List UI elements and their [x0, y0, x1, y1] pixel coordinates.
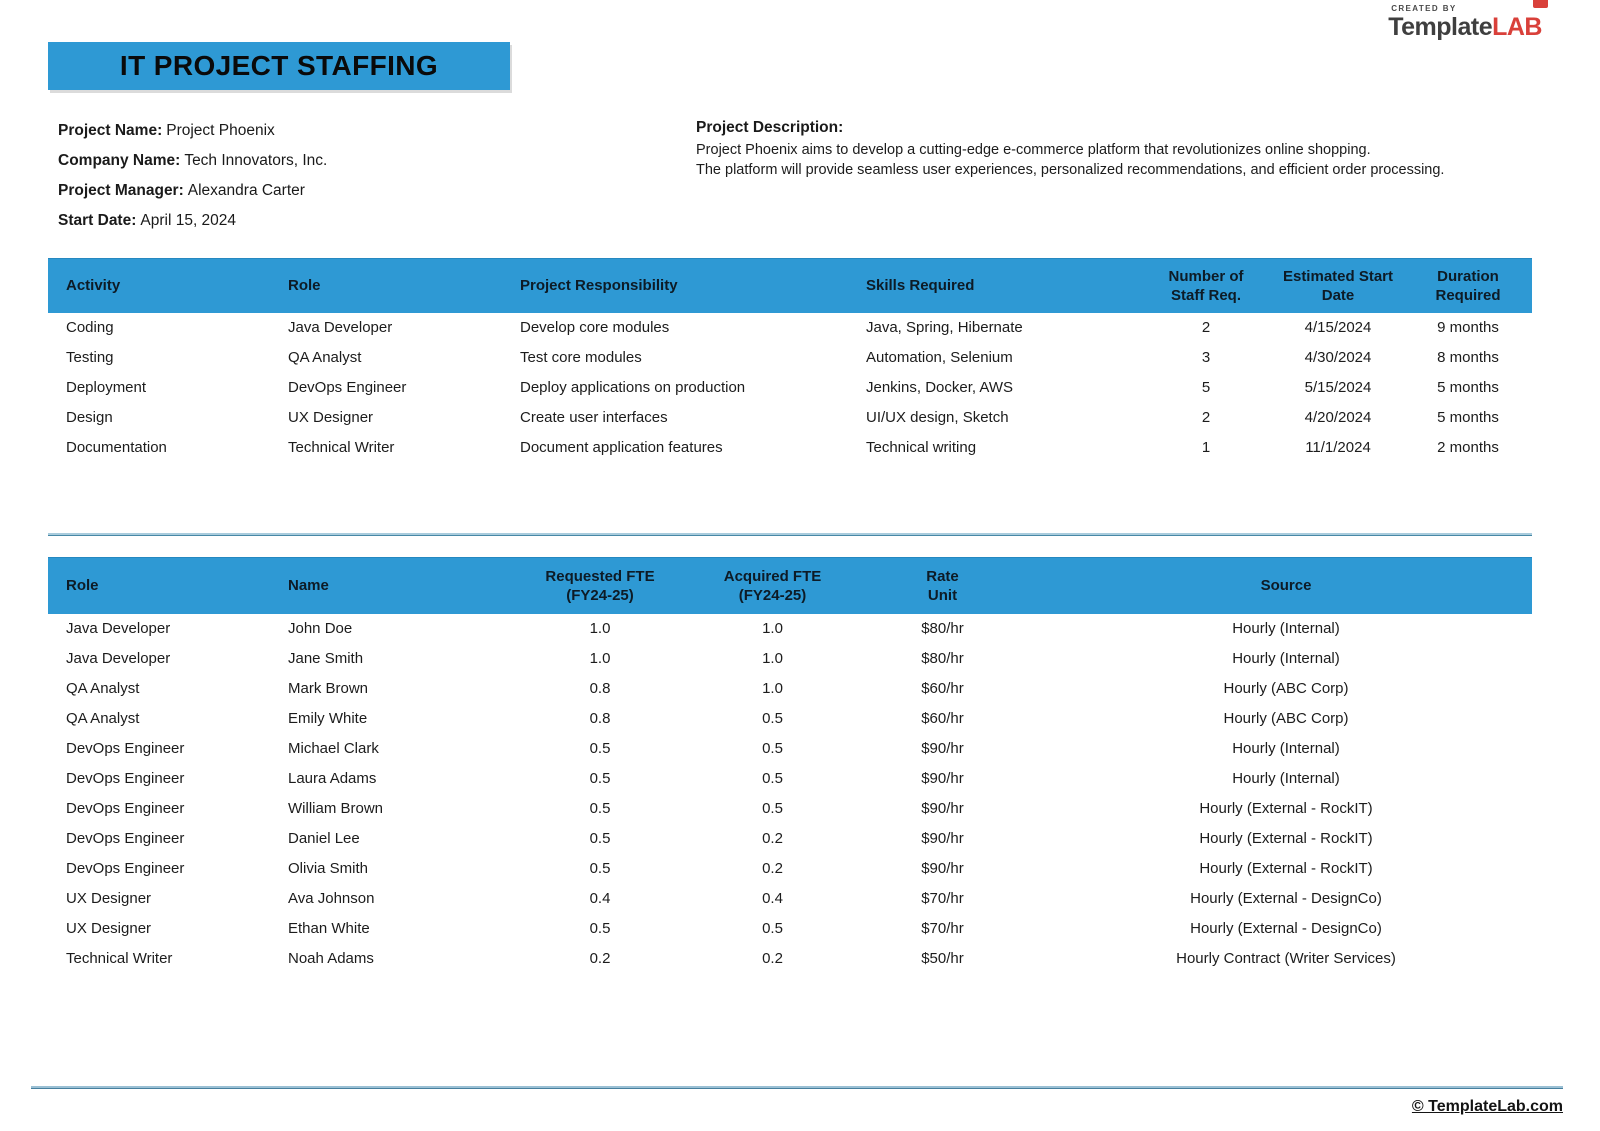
cell: 0.2	[589, 950, 611, 967]
column-header: Source	[1040, 558, 1532, 614]
cell: $80/hr	[921, 650, 964, 667]
cell: $90/hr	[921, 800, 964, 817]
table-row	[48, 674, 1532, 704]
column-header: Role	[48, 558, 270, 614]
table-divider	[48, 533, 1532, 536]
project-description-line: Project Phoenix aims to develop a cutting-edge e-commerce platform that revolutionizes online shopping.	[696, 142, 1371, 158]
project-manager-value: Alexandra Carter	[187, 182, 305, 199]
cell: 0.4	[589, 890, 611, 907]
footer-divider	[31, 1086, 1563, 1089]
cell: DevOps Engineer	[66, 800, 185, 817]
cell: $60/hr	[921, 680, 964, 697]
cell: Olivia Smith	[288, 860, 369, 877]
column-header: Name	[270, 558, 500, 614]
logo-wordmark-accent: LAB	[1492, 13, 1542, 41]
table-row	[48, 644, 1532, 674]
cell: DevOps Engineer	[66, 830, 185, 847]
cell: 0.5	[589, 770, 611, 787]
cell: John Doe	[288, 620, 353, 637]
cell: $90/hr	[921, 830, 964, 847]
cell: Hourly (Internal)	[1232, 770, 1340, 787]
project-name-label: Project Name:	[58, 122, 163, 139]
project-info-row	[58, 176, 327, 206]
staffing-table	[48, 258, 1532, 463]
cell: Hourly (External - RockIT)	[1199, 800, 1373, 817]
cell: DevOps Engineer	[66, 770, 185, 787]
table-row	[48, 614, 1532, 644]
cell: Hourly (External - RockIT)	[1199, 830, 1373, 847]
logo-wordmark	[1388, 15, 1542, 40]
cell: 5 months	[1437, 409, 1499, 426]
table-row	[48, 884, 1532, 914]
cell: 9 months	[1437, 319, 1499, 336]
cell: 0.4	[762, 890, 783, 907]
cell: $90/hr	[921, 770, 964, 787]
column-header: Role	[270, 259, 502, 313]
cell: 1	[1201, 439, 1211, 456]
cell: Java, Spring, Hibernate	[866, 319, 1023, 336]
table-row	[48, 854, 1532, 884]
cell: 1.0	[762, 620, 783, 637]
cell: $50/hr	[921, 950, 964, 967]
fte-table	[48, 557, 1532, 974]
cell: Develop core modules	[520, 319, 670, 336]
project-description-label: Project Description:	[696, 119, 844, 136]
table-row	[48, 944, 1532, 974]
cell: Hourly (Internal)	[1232, 620, 1340, 637]
cell: Hourly Contract (Writer Services)	[1176, 950, 1396, 967]
cell: Java Developer	[66, 650, 171, 667]
cell: 4/20/2024	[1304, 409, 1372, 426]
cell: 0.5	[762, 740, 783, 757]
cell: Technical Writer	[288, 439, 395, 456]
cell: 5/15/2024	[1304, 379, 1372, 396]
cell: Testing	[66, 349, 114, 366]
cell: 1.0	[589, 620, 611, 637]
cell: Daniel Lee	[288, 830, 360, 847]
templatelab-logo	[1388, 5, 1542, 40]
company-name-value: Tech Innovators, Inc.	[184, 152, 328, 169]
cell: Emily White	[288, 710, 368, 727]
cell: Java Developer	[66, 620, 171, 637]
cell: Document application features	[520, 439, 723, 456]
column-header: Duration Required	[1404, 259, 1532, 313]
cell: DevOps Engineer	[288, 379, 407, 396]
project-info-row	[58, 146, 327, 176]
table-row	[48, 704, 1532, 734]
cell: 3	[1201, 349, 1211, 366]
start-date-label: Start Date:	[58, 212, 137, 229]
cell: 11/1/2024	[1305, 439, 1371, 456]
table-row	[48, 764, 1532, 794]
column-header: Acquired FTE (FY24-25)	[700, 558, 845, 614]
cell: 0.5	[589, 740, 611, 757]
table-row	[48, 343, 1532, 373]
cell: Ava Johnson	[288, 890, 375, 907]
cell: 1.0	[762, 680, 783, 697]
cell: $90/hr	[921, 860, 964, 877]
project-info-row	[58, 206, 327, 236]
cell: 0.8	[589, 680, 611, 697]
title-banner	[48, 42, 510, 90]
cell: Technical writing	[866, 439, 977, 456]
cell: Java Developer	[288, 319, 393, 336]
cell: Mark Brown	[288, 680, 369, 697]
logo-created-by: CREATED BY	[1391, 4, 1457, 13]
cell: Documentation	[66, 439, 167, 456]
cell: QA Analyst	[66, 680, 140, 697]
page-title: IT PROJECT STAFFING	[119, 50, 439, 81]
cell: Hourly (External - DesignCo)	[1190, 920, 1382, 937]
column-header: Skills Required	[848, 259, 1140, 313]
project-description	[696, 116, 1526, 180]
cell: 2 months	[1437, 439, 1499, 456]
cell: William Brown	[288, 800, 384, 817]
cell: Create user interfaces	[520, 409, 668, 426]
cell: $80/hr	[921, 620, 964, 637]
column-header: Requested FTE (FY24-25)	[500, 558, 700, 614]
cell: Design	[66, 409, 113, 426]
cell: Hourly (ABC Corp)	[1223, 680, 1349, 697]
cell: 2	[1201, 319, 1211, 336]
company-name-label: Company Name:	[58, 152, 181, 169]
cell: UX Designer	[66, 890, 152, 907]
cell: Test core modules	[520, 349, 642, 366]
cell: Coding	[66, 319, 114, 336]
cell: 4/30/2024	[1304, 349, 1372, 366]
table-row	[48, 824, 1532, 854]
cell: Hourly (External - DesignCo)	[1190, 890, 1382, 907]
cell: 0.8	[589, 710, 611, 727]
cell: Michael Clark	[288, 740, 379, 757]
cell: Hourly (ABC Corp)	[1223, 710, 1349, 727]
column-header: Estimated Start Date	[1272, 259, 1404, 313]
cell: 0.2	[762, 860, 783, 877]
cell: 0.2	[762, 950, 783, 967]
project-info	[58, 116, 327, 236]
table-row	[48, 794, 1532, 824]
cell: Hourly (Internal)	[1232, 650, 1340, 667]
cell: Deploy applications on production	[520, 379, 746, 396]
cell: 1.0	[762, 650, 783, 667]
cell: Deployment	[66, 379, 147, 396]
column-header: Rate Unit	[845, 558, 1040, 614]
cell: 5 months	[1437, 379, 1499, 396]
cell: Laura Adams	[288, 770, 377, 787]
cell: Hourly (Internal)	[1232, 740, 1340, 757]
cell: Hourly (External - RockIT)	[1199, 860, 1373, 877]
cell: Automation, Selenium	[866, 349, 1013, 366]
cell: 0.5	[589, 800, 611, 817]
cell: 0.5	[589, 860, 611, 877]
table-row	[48, 734, 1532, 764]
header-row	[48, 259, 1532, 313]
table-row	[48, 373, 1532, 403]
cell: Technical Writer	[66, 950, 173, 967]
project-info-row	[58, 116, 327, 146]
cell: 0.2	[762, 830, 783, 847]
start-date-value: April 15, 2024	[140, 212, 237, 229]
cell: Jenkins, Docker, AWS	[866, 379, 1013, 396]
cell: 0.5	[762, 800, 783, 817]
header-row	[48, 558, 1532, 614]
project-description-line: The platform will provide seamless user experiences, personalized recommendations, and efficient order processing.	[696, 162, 1445, 178]
cell: UI/UX design, Sketch	[866, 409, 1009, 426]
cell: 8 months	[1437, 349, 1499, 366]
cell: $70/hr	[921, 890, 964, 907]
cell: DevOps Engineer	[66, 740, 185, 757]
table-row	[48, 313, 1532, 343]
cell: 4/15/2024	[1304, 319, 1372, 336]
table-row	[48, 403, 1532, 433]
project-name-value: Project Phoenix	[166, 122, 275, 139]
cell: 5	[1201, 379, 1211, 396]
table-row	[48, 914, 1532, 944]
column-header: Project Responsibility	[502, 259, 848, 313]
cell: UX Designer	[66, 920, 152, 937]
cell: 0.5	[589, 920, 611, 937]
cell: 0.5	[762, 920, 783, 937]
cell: 2	[1201, 409, 1211, 426]
cell: UX Designer	[288, 409, 374, 426]
cell: 0.5	[589, 830, 611, 847]
cell: $60/hr	[921, 710, 964, 727]
cell: Ethan White	[288, 920, 370, 937]
project-manager-label: Project Manager:	[58, 182, 184, 199]
logo-wordmark-primary: Template	[1388, 13, 1493, 41]
cell: DevOps Engineer	[66, 860, 185, 877]
cell: 0.5	[762, 710, 783, 727]
column-header: Number of Staff Req.	[1140, 259, 1272, 313]
copyright-link[interactable]: © TemplateLab.com	[1411, 1098, 1563, 1115]
table-row	[48, 433, 1532, 463]
cell: Noah Adams	[288, 950, 374, 967]
cell: QA Analyst	[66, 710, 140, 727]
cell: 1.0	[589, 650, 611, 667]
cell: Jane Smith	[288, 650, 364, 667]
cell: QA Analyst	[288, 349, 362, 366]
cell: $70/hr	[921, 920, 964, 937]
cell: $90/hr	[921, 740, 964, 757]
cell: 0.5	[762, 770, 783, 787]
column-header: Activity	[48, 259, 270, 313]
